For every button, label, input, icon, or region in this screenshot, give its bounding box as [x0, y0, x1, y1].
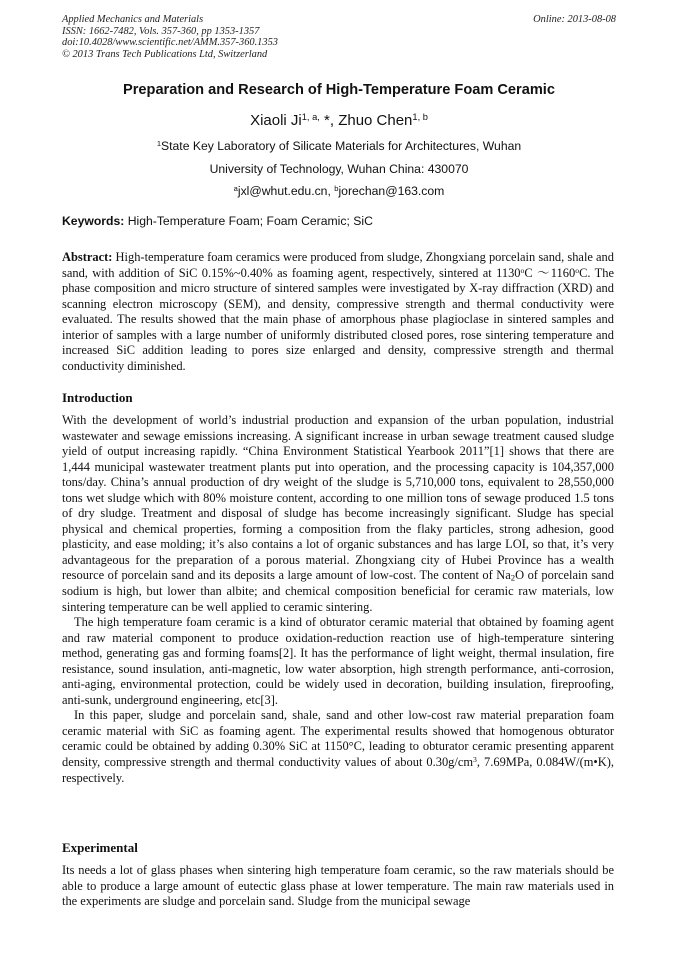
keywords — [62, 214, 373, 228]
experimental-heading: Experimental — [62, 840, 138, 855]
experimental-paragraph-1: Its needs a lot of glass phases when sintering high temperature foam ceramic, so the raw materials should be able to produce a large amount of eutectic glass phase at lower temperature. The main raw materials used in the experiments are sludge and porcelain sand. Sludge from the municipal sewage — [62, 863, 614, 909]
keywords-text: High-Temperature Foam; Foam Ceramic; SiC — [124, 214, 373, 228]
email-b: jorechan@163.com — [338, 184, 445, 198]
online-date: Online: 2013-08-08 — [533, 14, 616, 25]
author-1: Xiaoli Ji — [250, 112, 302, 129]
intro-paragraph-2: The high temperature foam ceramic is a kind of obturator ceramic material that obtained by foaming agent and raw material component to produce oxidation-reduction reaction use of high-temperature sintering method, generating gas and forming foams[2]. It has the performance of light weight, thermal insulation, fire resistance, sound insulation, anti-magnetic, low water absorption, high strength performance, anti-corrosion, anti-aging, environmental protection, could be widely used in decoration, building insulation, fireproofing, anti-sunk, underground engineering, etc[3]. — [62, 615, 614, 707]
email-line: $^a$jxl@whut.edu.cn, $^b$jorechan@163.com — [233, 183, 445, 198]
journal-name: Applied Mechanics and Materials — [62, 14, 204, 25]
affiliation-line-1: $^1$State Key Laboratory of Silicate Materials for Architectures, Wuhan — [156, 138, 522, 153]
affiliation-line-2: University of Technology, Wuhan China: 430070 — [209, 162, 469, 176]
abstract: Abstract: High-temperature foam ceramics were produced from sludge, Zhongxiang porcelain sand, shale and sand, with addition of SiC 0.15%~0.40% as foaming agent, respectively, sintered at 1130$^o$C ～1160$^o$C. The phase composition and micro structure of sintered samples were investigated by X-ray diffraction (XRD) and scanning electron microscopy (SEM), and density, compressive strength and thermal conductivity were evaluated. The results showed that the main phase of amorphous phase plagioclase in sintered samples and interior of samples with a large number of uniformly distributed closed pores, rose sintering temperature and increased SiC addition leading to pores size enlarged and density, compressive strength and thermal conductivity diminished. — [62, 250, 614, 373]
keywords-label: Keywords: — [62, 214, 125, 228]
paper-title: Preparation and Research of High-Temperature Foam Ceramic — [123, 82, 555, 98]
corresponding-mark: *, — [319, 112, 339, 129]
journal-header — [62, 14, 278, 60]
author-2: Zhuo Chen — [338, 112, 413, 129]
intro-paragraph-3: In this paper, sludge and porcelain sand, shale, sand and other low-cost raw material preparation foam ceramic material with SiC as foaming agent. The experimental results showed that homogenous obturator ceramic could be obtained by adding 0.30% SiC at 1150°C, leading to obturator ceramic presenting apparent density, compressive strength and thermal conductivity values of about $0.30g/cm^3$, 7.69MPa, 0.084W/(m•K), respectively. — [62, 708, 614, 785]
intro-paragraph-1: With the development of world’s industrial production and expansion of the urban population, industrial wastewater and sewage emissions increasing. A significant increase in urban sewage treatment caused sludge yield of output increasing rapidly. “China Environment Statistical Yearbook 2011”[1] shows that there are 1,444 municipal wastewater treatment plants put into operation, and the processing capacity is 104,357,000 tons/day. China’s annual production of dry weight of the sludge is 5,710,000 tons, equivalent to 28,550,000 tons wet sludge which with 80% moisture content, according to one million tons of sewage produced 1.5 tons of dry sludge. Treatment and disposal of sludge has become increasingly significant. Sludge has special physical and chemical properties, forming a composition from the flaky particles, strong adhesion, good plasticity, and ease molding; it’s also contains a lot of organic substances and has large LOI, so that, it’s very advantageous for the preparation of a porous material. Zhongxiang city of Hubei Province has a wealth resource of porcelain sand and its deposits a large amount of low-cost. The content of $Na_2O$ of porcelain sand sodium is high, but lower than albite; and chemical composition beneficial for ceramic raw materials, low sintering temperature can be well applied to ceramic sintering. — [62, 413, 614, 614]
issn-line: ISSN: 1662-7482, Vols. 357-360, pp 1353-1357 — [62, 25, 260, 37]
affiliation-number: 1 — [156, 138, 162, 148]
author-line — [40, 112, 638, 129]
author-2-affil: 1, b — [412, 111, 428, 122]
introduction-body — [62, 413, 614, 786]
email-a: jxl@whut.edu.cn, — [237, 184, 335, 198]
abstract-label: Abstract: — [62, 250, 113, 264]
author-1-affil: 1, a, — [301, 111, 320, 122]
doi-line: doi:10.4028/www.scientific.net/AMM.357-360.1353 — [62, 37, 278, 49]
introduction-heading: Introduction — [62, 390, 133, 405]
copyright-line: © 2013 Trans Tech Publications Ltd, Switzerland — [62, 48, 268, 60]
experimental-body — [62, 863, 614, 910]
